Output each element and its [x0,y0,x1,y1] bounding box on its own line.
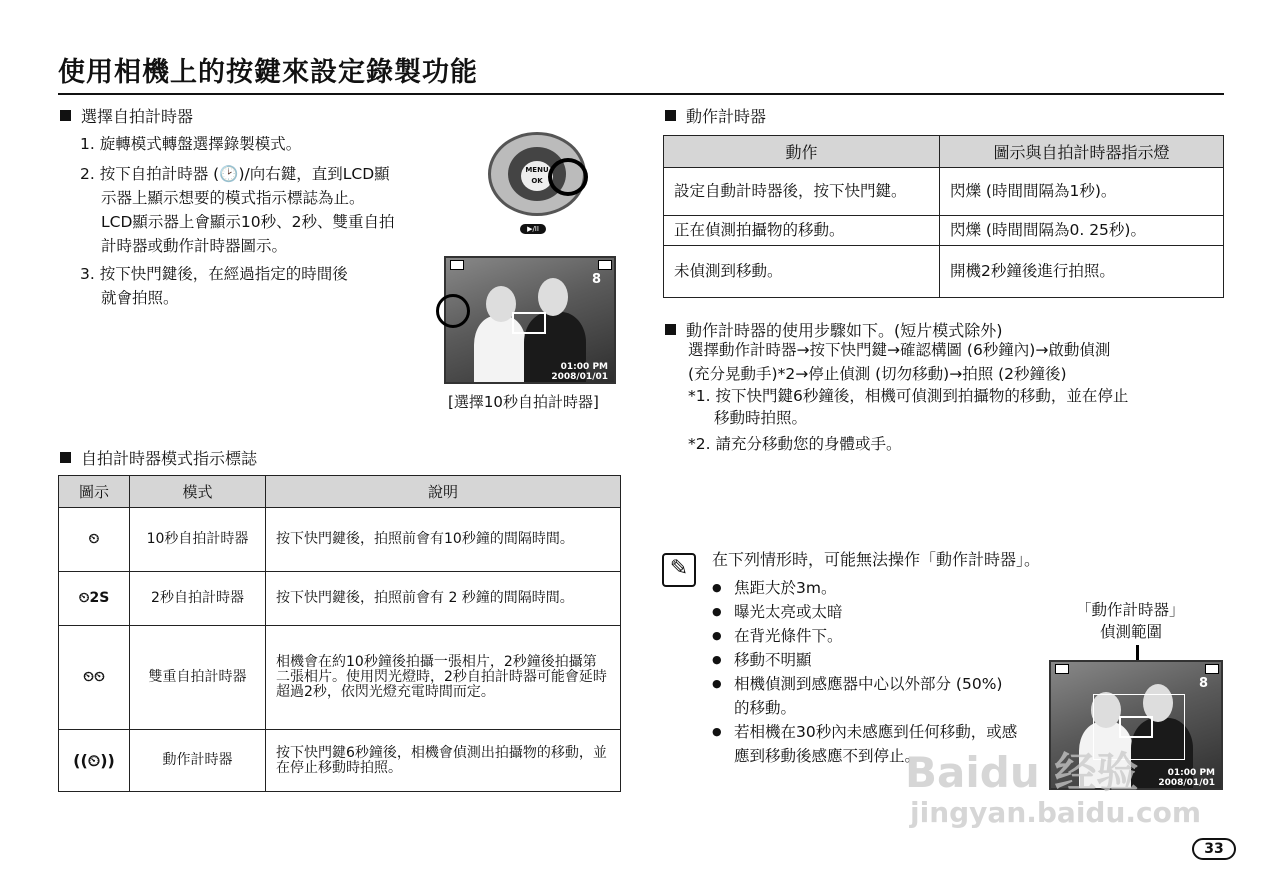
list-item: ● 在背光條件下。 [712,624,1024,648]
timer-2s-icon: ⏲2S [59,572,130,626]
timer-double-icon: ⏲⏲ [59,626,130,730]
bullet-dot-icon: ● [712,725,722,738]
steps-line-2: (充分晃動手)*2→停止偵測 (切勿移動)→拍照 (2秒鐘後) [688,365,1067,383]
desc-cell: 按下快門鍵後，拍照前會有 2 秒鐘的間隔時間。 [266,572,621,626]
indicator-cell: 閃爍 (時間間隔為0. 25秒)。 [940,216,1224,246]
table-row [59,730,621,792]
list-item: ● 焦距大於3m。 [712,576,1024,600]
step-1: 1. 旋轉模式轉盤選擇錄製模式。 [80,135,302,153]
step-2: 2. 按下自拍計時器 (🕑)/向右鍵，直到LCD顯 [80,165,390,183]
indicator-cell: 開機2秒鐘後進行拍照。 [940,246,1224,298]
steps-line-1: 選擇動作計時器→按下快門鍵→確認構圖 (6秒鐘內)→啟動偵測 [688,341,1111,359]
shot-count: 8 [592,272,602,287]
photo-caption: [選擇10秒自拍計時器] [448,393,599,411]
lcd-preview-photo [444,256,616,384]
step-3-line-2: 就會拍照。 [101,289,179,307]
menu-ok-button-icon: MENU OK [521,161,553,191]
timer-motion-icon: ((⏲)) [59,730,130,792]
bullet-dot-icon: ● [712,605,722,618]
bullet-dot-icon: ● [712,629,722,642]
table-row [59,572,621,626]
mode-cell: 10秒自拍計時器 [130,508,266,572]
camera-mode-icon [1055,664,1069,674]
page-number: 33 [1192,838,1236,860]
photo-time: 01:00 PM [560,362,608,372]
header-action: 動作 [664,136,940,168]
mode-cell: 雙重自拍計時器 [130,626,266,730]
desc-cell: 按下快門鍵後，拍照前會有10秒鐘的間隔時間。 [266,508,621,572]
mode-dial-illustration [488,132,586,216]
step-2-line-2: 示器上顯示想要的模式指示標誌為止。 [101,189,365,207]
shot-count: 8 [1199,676,1209,691]
list-item: ● 若相機在30秒內未感應到任何移動，或感應到移動後感應不到停止。 [712,720,1024,768]
watermark-url: jingyan.baidu.com [910,796,1202,829]
footnote-2: *2. 請充分移動您的身體或手。 [688,435,902,453]
list-item: ● 移動不明顯 [712,648,1024,672]
section-heading-select-timer: 選擇自拍計時器 [60,104,193,127]
list-item: ● 曝光太亮或太暗 [712,600,1024,624]
section-heading-timer-icons: 自拍計時器模式指示標誌 [60,446,257,469]
step-2-line-4: 計時器或動作計時器圖示。 [101,237,288,255]
range-label-1: 「動作計時器」 [1076,601,1185,619]
photo-date: 2008/01/01 [551,372,608,382]
focus-frame [1119,716,1153,738]
note-intro: 在下列情形時，可能無法操作「動作計時器」。 [712,550,1041,569]
header-desc: 說明 [266,476,621,508]
battery-icon [598,260,612,270]
square-bullet-icon [60,452,71,463]
timer-key-highlight-icon [548,158,588,196]
table-row [59,508,621,572]
table-row [664,216,1224,246]
header-mode: 模式 [130,476,266,508]
step-2-line-3: LCD顯示器上會顯示10秒、2秒、雙重自拍 [101,213,395,231]
page-title: 使用相機上的按鍵來設定錄製功能 [58,57,478,88]
timer-10s-icon: ⏲ [59,508,130,572]
square-bullet-icon [60,110,71,121]
desc-cell: 按下快門鍵6秒鐘後，相機會偵測出拍攝物的移動，並在停止移動時拍照。 [266,730,621,792]
table-row [59,626,621,730]
mode-cell: 動作計時器 [130,730,266,792]
desc-cell: 相機會在約10秒鐘後拍攝一張相片，2秒鐘後拍攝第二張相片。使用閃光燈時，2秒自拍計時器可能會延時超過2秒，依閃光燈充電時間而定。 [266,626,621,730]
note-pencil-icon: ✎ [662,553,696,587]
action-cell: 未偵測到移動。 [664,246,940,298]
bullet-dot-icon: ● [712,677,722,690]
table-header-row [59,476,621,508]
bullet-dot-icon: ● [712,581,722,594]
timer-mode-table [58,475,621,792]
timer-indicator-highlight-icon [436,294,470,328]
indicator-cell: 閃爍 (時間間隔為1秒)。 [940,168,1224,216]
action-cell: 正在偵測拍攝物的移動。 [664,216,940,246]
step-3: 3. 按下快門鍵後，在經過指定的時間後 [80,265,348,283]
motion-timer-table [663,135,1224,298]
square-bullet-icon [665,324,676,335]
photo-time: 01:00 PM [1167,768,1215,778]
section-heading-motion-steps: 動作計時器的使用步驟如下。(短片模式除外) [665,318,1003,341]
footnote-1-line-2: 移動時拍照。 [714,409,808,427]
watermark-logo: Baidu 经验 [905,748,1139,797]
focus-frame [512,312,546,334]
list-item: ● 相機偵測到感應器中心以外部分 (50%) 的移動。 [712,672,1024,720]
play-pause-icon: ▶/II [520,224,546,234]
table-row [664,246,1224,298]
mode-cell: 2秒自拍計時器 [130,572,266,626]
section-heading-motion-timer: 動作計時器 [665,104,766,127]
photo-date: 2008/01/01 [1158,778,1215,788]
action-cell: 設定自動計時器後，按下快門鍵。 [664,168,940,216]
groom-face [538,278,568,316]
table-header-row [664,136,1224,168]
footnote-1: *1. 按下快門鍵6秒鐘後，相機可偵測到拍攝物的移動，並在停止 [688,387,1129,405]
header-icon: 圖示 [59,476,130,508]
range-label-2: 偵測範圍 [1100,623,1163,641]
square-bullet-icon [665,110,676,121]
title-rule [58,93,1224,95]
table-row [664,168,1224,216]
camera-mode-icon [450,260,464,270]
bullet-dot-icon: ● [712,653,722,666]
battery-icon [1205,664,1219,674]
header-indicator: 圖示與自拍計時器指示燈 [940,136,1224,168]
